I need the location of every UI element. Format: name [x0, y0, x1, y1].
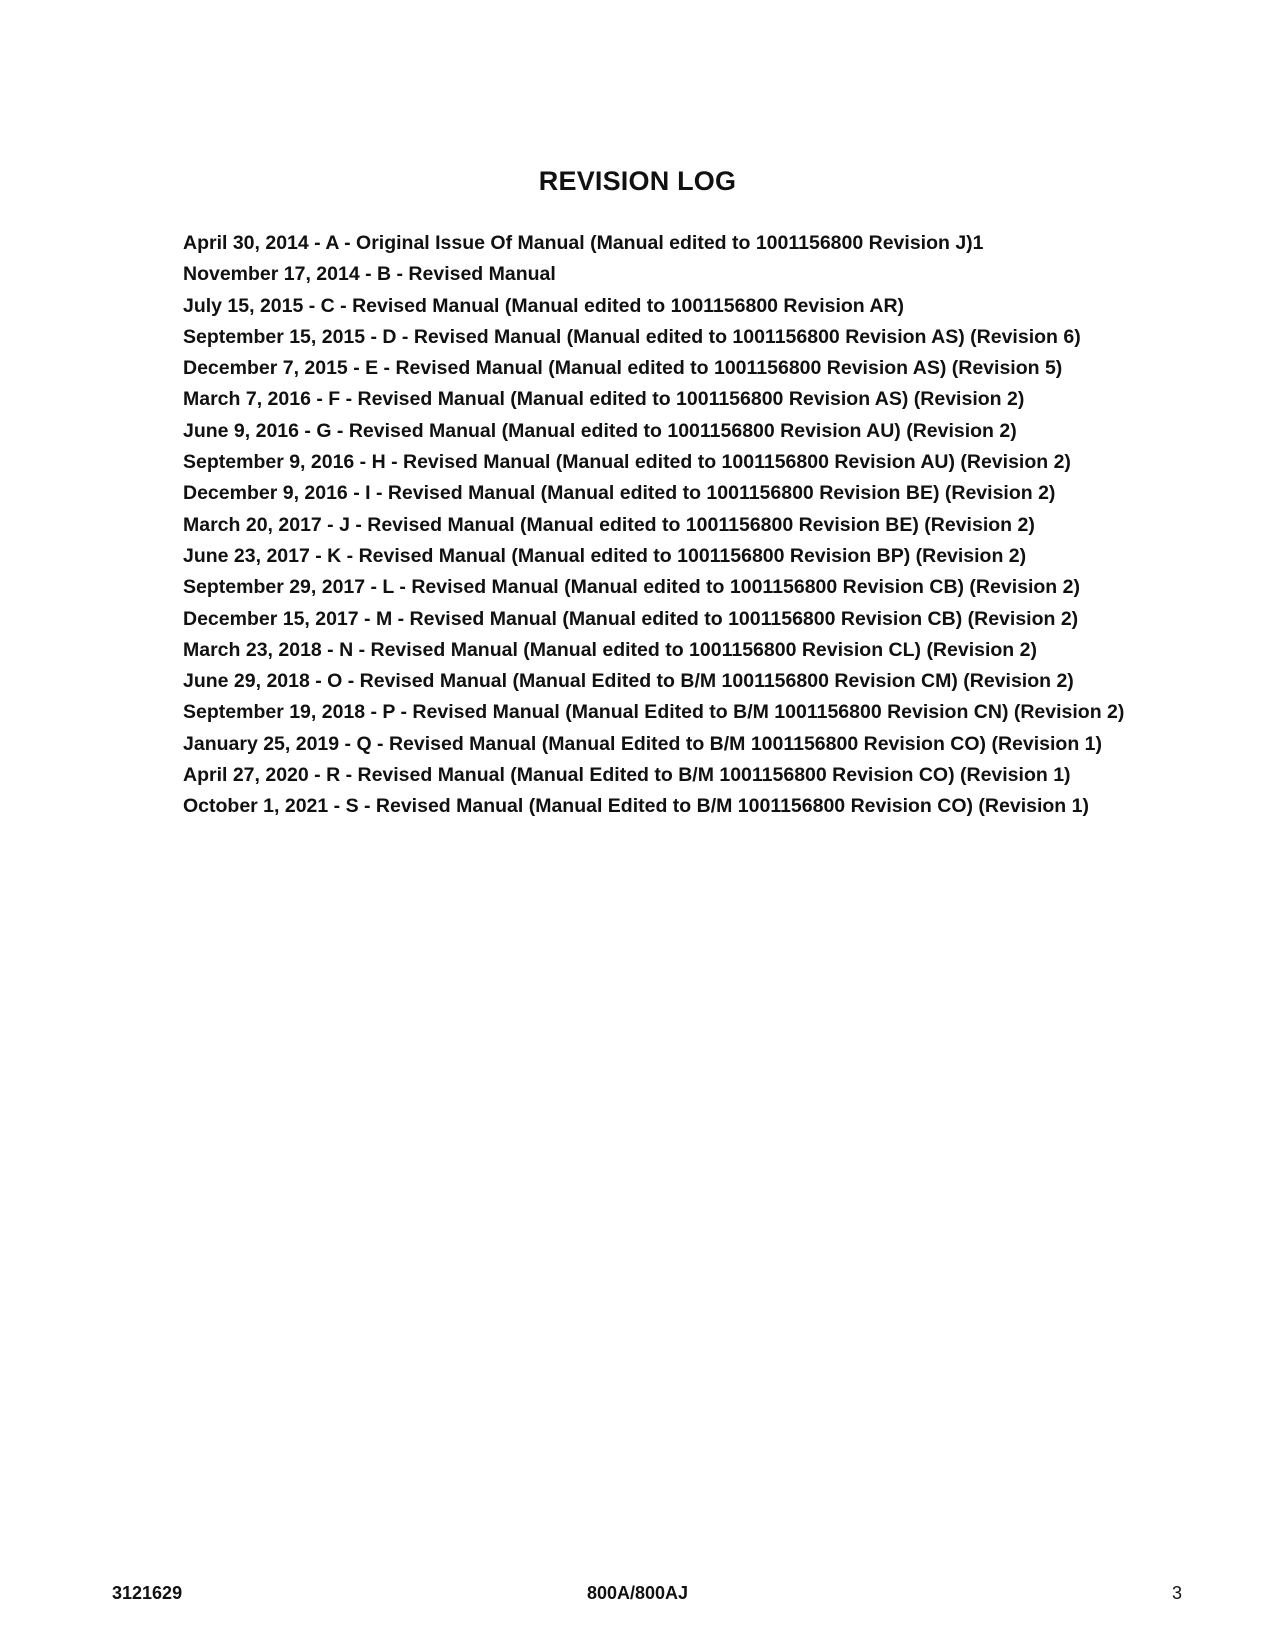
- revision-entry: April 30, 2014 - A - Original Issue Of Manual (Manual edited to 1001156800 Revision J)1: [183, 232, 984, 254]
- page-title: REVISION LOG: [538, 166, 737, 196]
- footer-document-number: 3121629: [112, 1583, 183, 1603]
- revision-entry: November 17, 2014 - B - Revised Manual: [183, 263, 556, 286]
- revision-entry: December 9, 2016 - I - Revised Manual (Manual edited to 1001156800 Revision BE) (Revision 2): [183, 482, 1056, 505]
- revision-entry: June 9, 2016 - G - Revised Manual (Manual edited to 1001156800 Revision AU) (Revision 2): [183, 419, 1017, 442]
- revision-entry: October 1, 2021 - S - Revised Manual (Manual Edited to B/M 1001156800 Revision CO) (Revision 1): [183, 795, 1089, 818]
- revision-entry: December 7, 2015 - E - Revised Manual (Manual edited to 1001156800 Revision AS) (Revision 5): [183, 357, 1063, 380]
- revision-entry: December 15, 2017 - M - Revised Manual (Manual edited to 1001156800 Revision CB) (Revision 2): [183, 607, 1079, 630]
- revision-entry: April 27, 2020 - R - Revised Manual (Manual Edited to B/M 1001156800 Revision CO) (Revision 1): [183, 764, 1071, 787]
- revision-entry: September 15, 2015 - D - Revised Manual (Manual edited to 1001156800 Revision AS) (Revision 6): [183, 325, 1081, 348]
- revision-entry: June 29, 2018 - O - Revised Manual (Manual Edited to B/M 1001156800 Revision CM) (Revision 2): [183, 670, 1074, 693]
- revision-entry: June 23, 2017 - K - Revised Manual (Manual edited to 1001156800 Revision BP) (Revision 2): [183, 544, 1027, 567]
- revision-list: [183, 228, 1183, 823]
- revision-entry: March 20, 2017 - J - Revised Manual (Manual edited to 1001156800 Revision BE) (Revision 2): [183, 513, 1035, 536]
- revision-entry: September 29, 2017 - L - Revised Manual (Manual edited to 1001156800 Revision CB) (Revision 2): [183, 576, 1080, 599]
- revision-entry: September 9, 2016 - H - Revised Manual (Manual edited to 1001156800 Revision AU) (Revision 2): [183, 451, 1071, 474]
- footer-page-number: 3: [1171, 1583, 1182, 1603]
- footer-model: 800A/800AJ: [586, 1583, 689, 1603]
- revision-entry: January 25, 2019 - Q - Revised Manual (Manual Edited to B/M 1001156800 Revision CO) (Revision 1): [183, 732, 1102, 755]
- revision-entry: September 19, 2018 - P - Revised Manual (Manual Edited to B/M 1001156800 Revision CN) (Revision 2): [183, 701, 1125, 724]
- revision-entry: March 23, 2018 - N - Revised Manual (Manual edited to 1001156800 Revision CL) (Revision 2): [183, 638, 1037, 661]
- revision-entry: July 15, 2015 - C - Revised Manual (Manual edited to 1001156800 Revision AR): [183, 294, 905, 317]
- revision-entry: March 7, 2016 - F - Revised Manual (Manual edited to 1001156800 Revision AS) (Revision 2): [183, 388, 1025, 411]
